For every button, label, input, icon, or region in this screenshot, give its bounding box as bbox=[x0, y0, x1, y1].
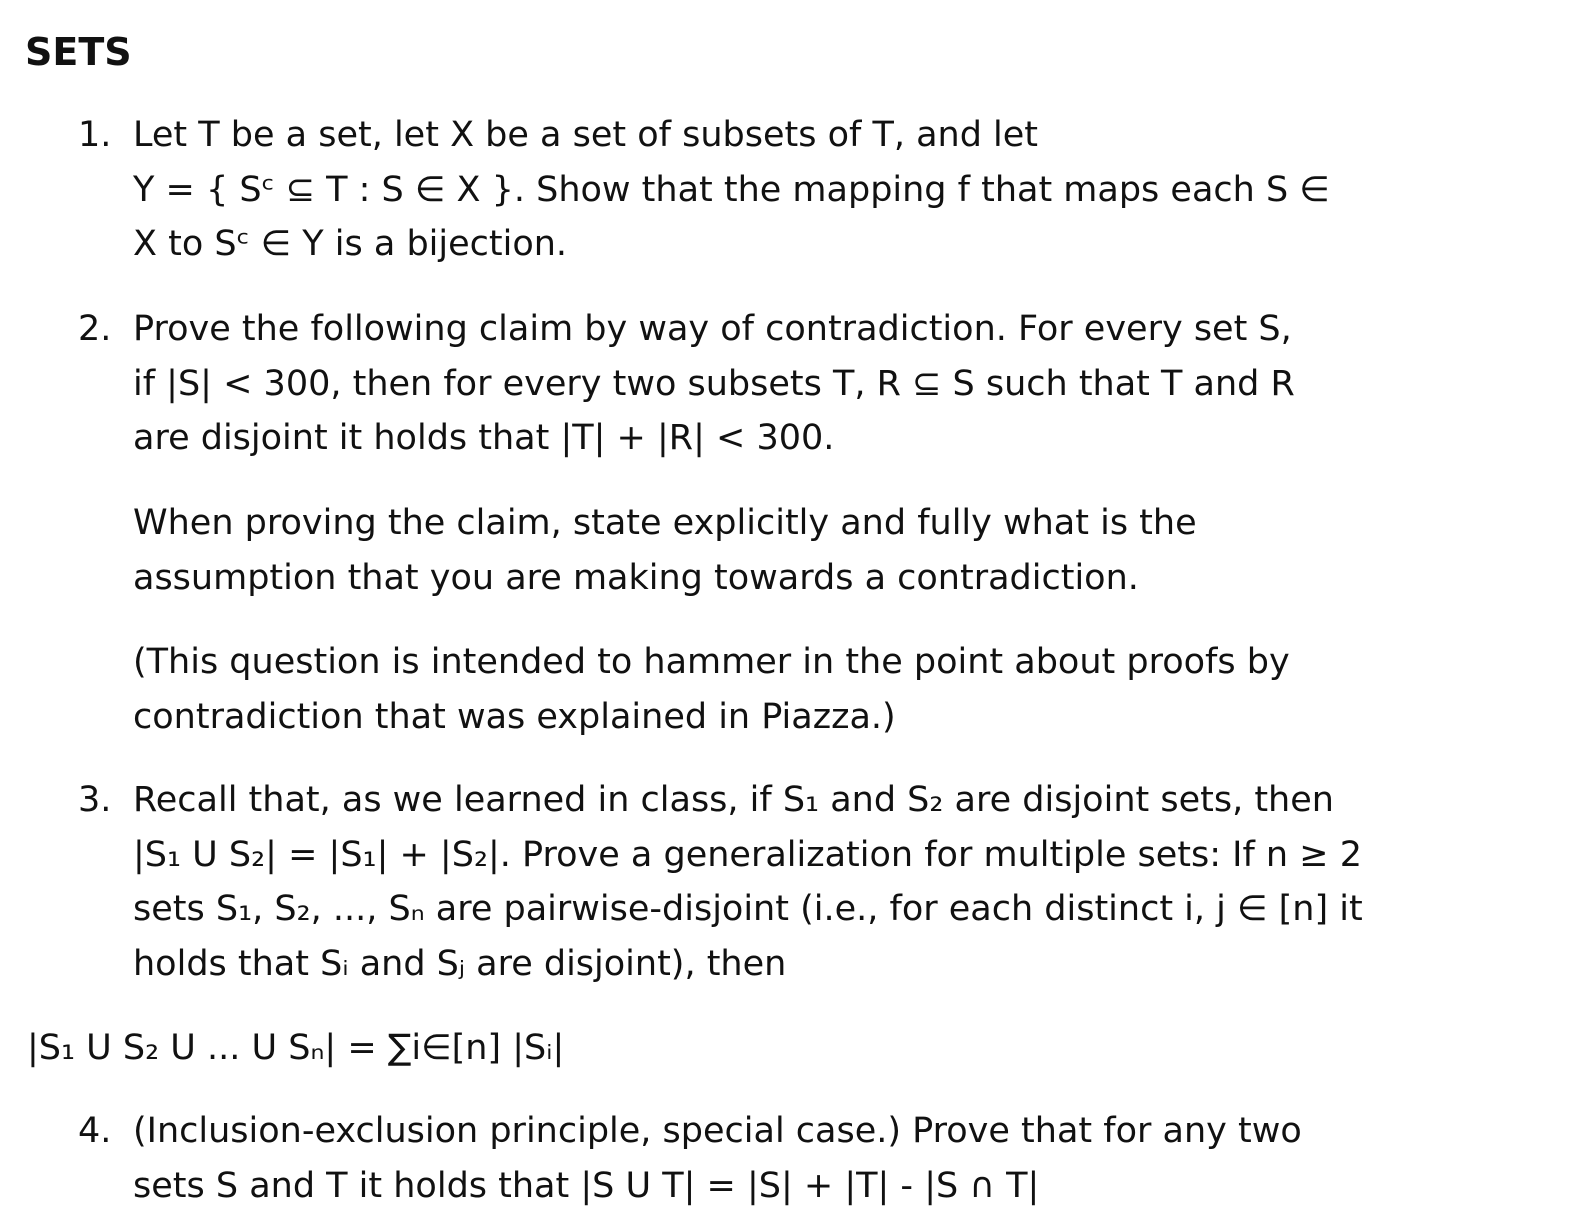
text-line: are disjoint it holds that |T| + |R| < 300. bbox=[133, 418, 835, 458]
text-line: Y = { Sᶜ ⊆ T : S ∈ X }. Show that the mapping f that maps each S ∈ bbox=[133, 169, 1330, 210]
text-line: assumption that you are making towards a contradiction. bbox=[133, 557, 1139, 598]
problem-number: 1. bbox=[78, 115, 112, 155]
text-line: X to Sᶜ ∈ Y is a bijection. bbox=[133, 224, 568, 264]
problem-number: 2. bbox=[78, 309, 112, 349]
problem-note bbox=[133, 635, 1463, 744]
text-line: Prove the following claim by way of contradiction. For every set S, bbox=[133, 309, 1292, 349]
problem-note bbox=[133, 496, 1463, 605]
text-line: Recall that, as we learned in class, if S₁ and S₂ are disjoint sets, then bbox=[133, 780, 1334, 820]
text-line: (Inclusion-exclusion principle, special case.) Prove that for any two bbox=[133, 1111, 1302, 1151]
text-line: contradiction that was explained in Piazza.) bbox=[133, 696, 896, 737]
text-line: sets S₁, S₂, ..., Sₙ are pairwise-disjoint (i.e., for each distinct i, j ∈ [n] it bbox=[133, 889, 1363, 929]
text-line: (This question is intended to hammer in the point about proofs by bbox=[133, 642, 1290, 682]
text-line: Let T be a set, let X be a set of subsets of T, and let bbox=[133, 115, 1039, 155]
text-line: holds that Sᵢ and Sⱼ are disjoint), then bbox=[133, 943, 787, 984]
problem-text bbox=[133, 108, 1463, 272]
section-heading: SETS bbox=[25, 30, 132, 74]
problem-number: 3. bbox=[78, 780, 112, 820]
problem-number: 4. bbox=[78, 1111, 112, 1151]
union-sum-formula: |S₁ U S₂ U ... U Sₙ| = ∑i∈[n] |Sᵢ| bbox=[27, 1028, 565, 1068]
text-line: |S₁ U S₂| = |S₁| + |S₂|. Prove a generalization for multiple sets: If n ≥ 2 bbox=[133, 834, 1362, 875]
problem-text bbox=[133, 1104, 1463, 1213]
text-line: When proving the claim, state explicitly and fully what is the bbox=[133, 503, 1197, 543]
text-line: if |S| < 300, then for every two subsets T, R ⊆ S such that T and R bbox=[133, 363, 1295, 404]
text-line: sets S and T it holds that |S U T| = |S| + |T| - |S ∩ T| bbox=[133, 1165, 1040, 1206]
problem-text bbox=[133, 302, 1463, 466]
problem-text bbox=[133, 773, 1463, 991]
